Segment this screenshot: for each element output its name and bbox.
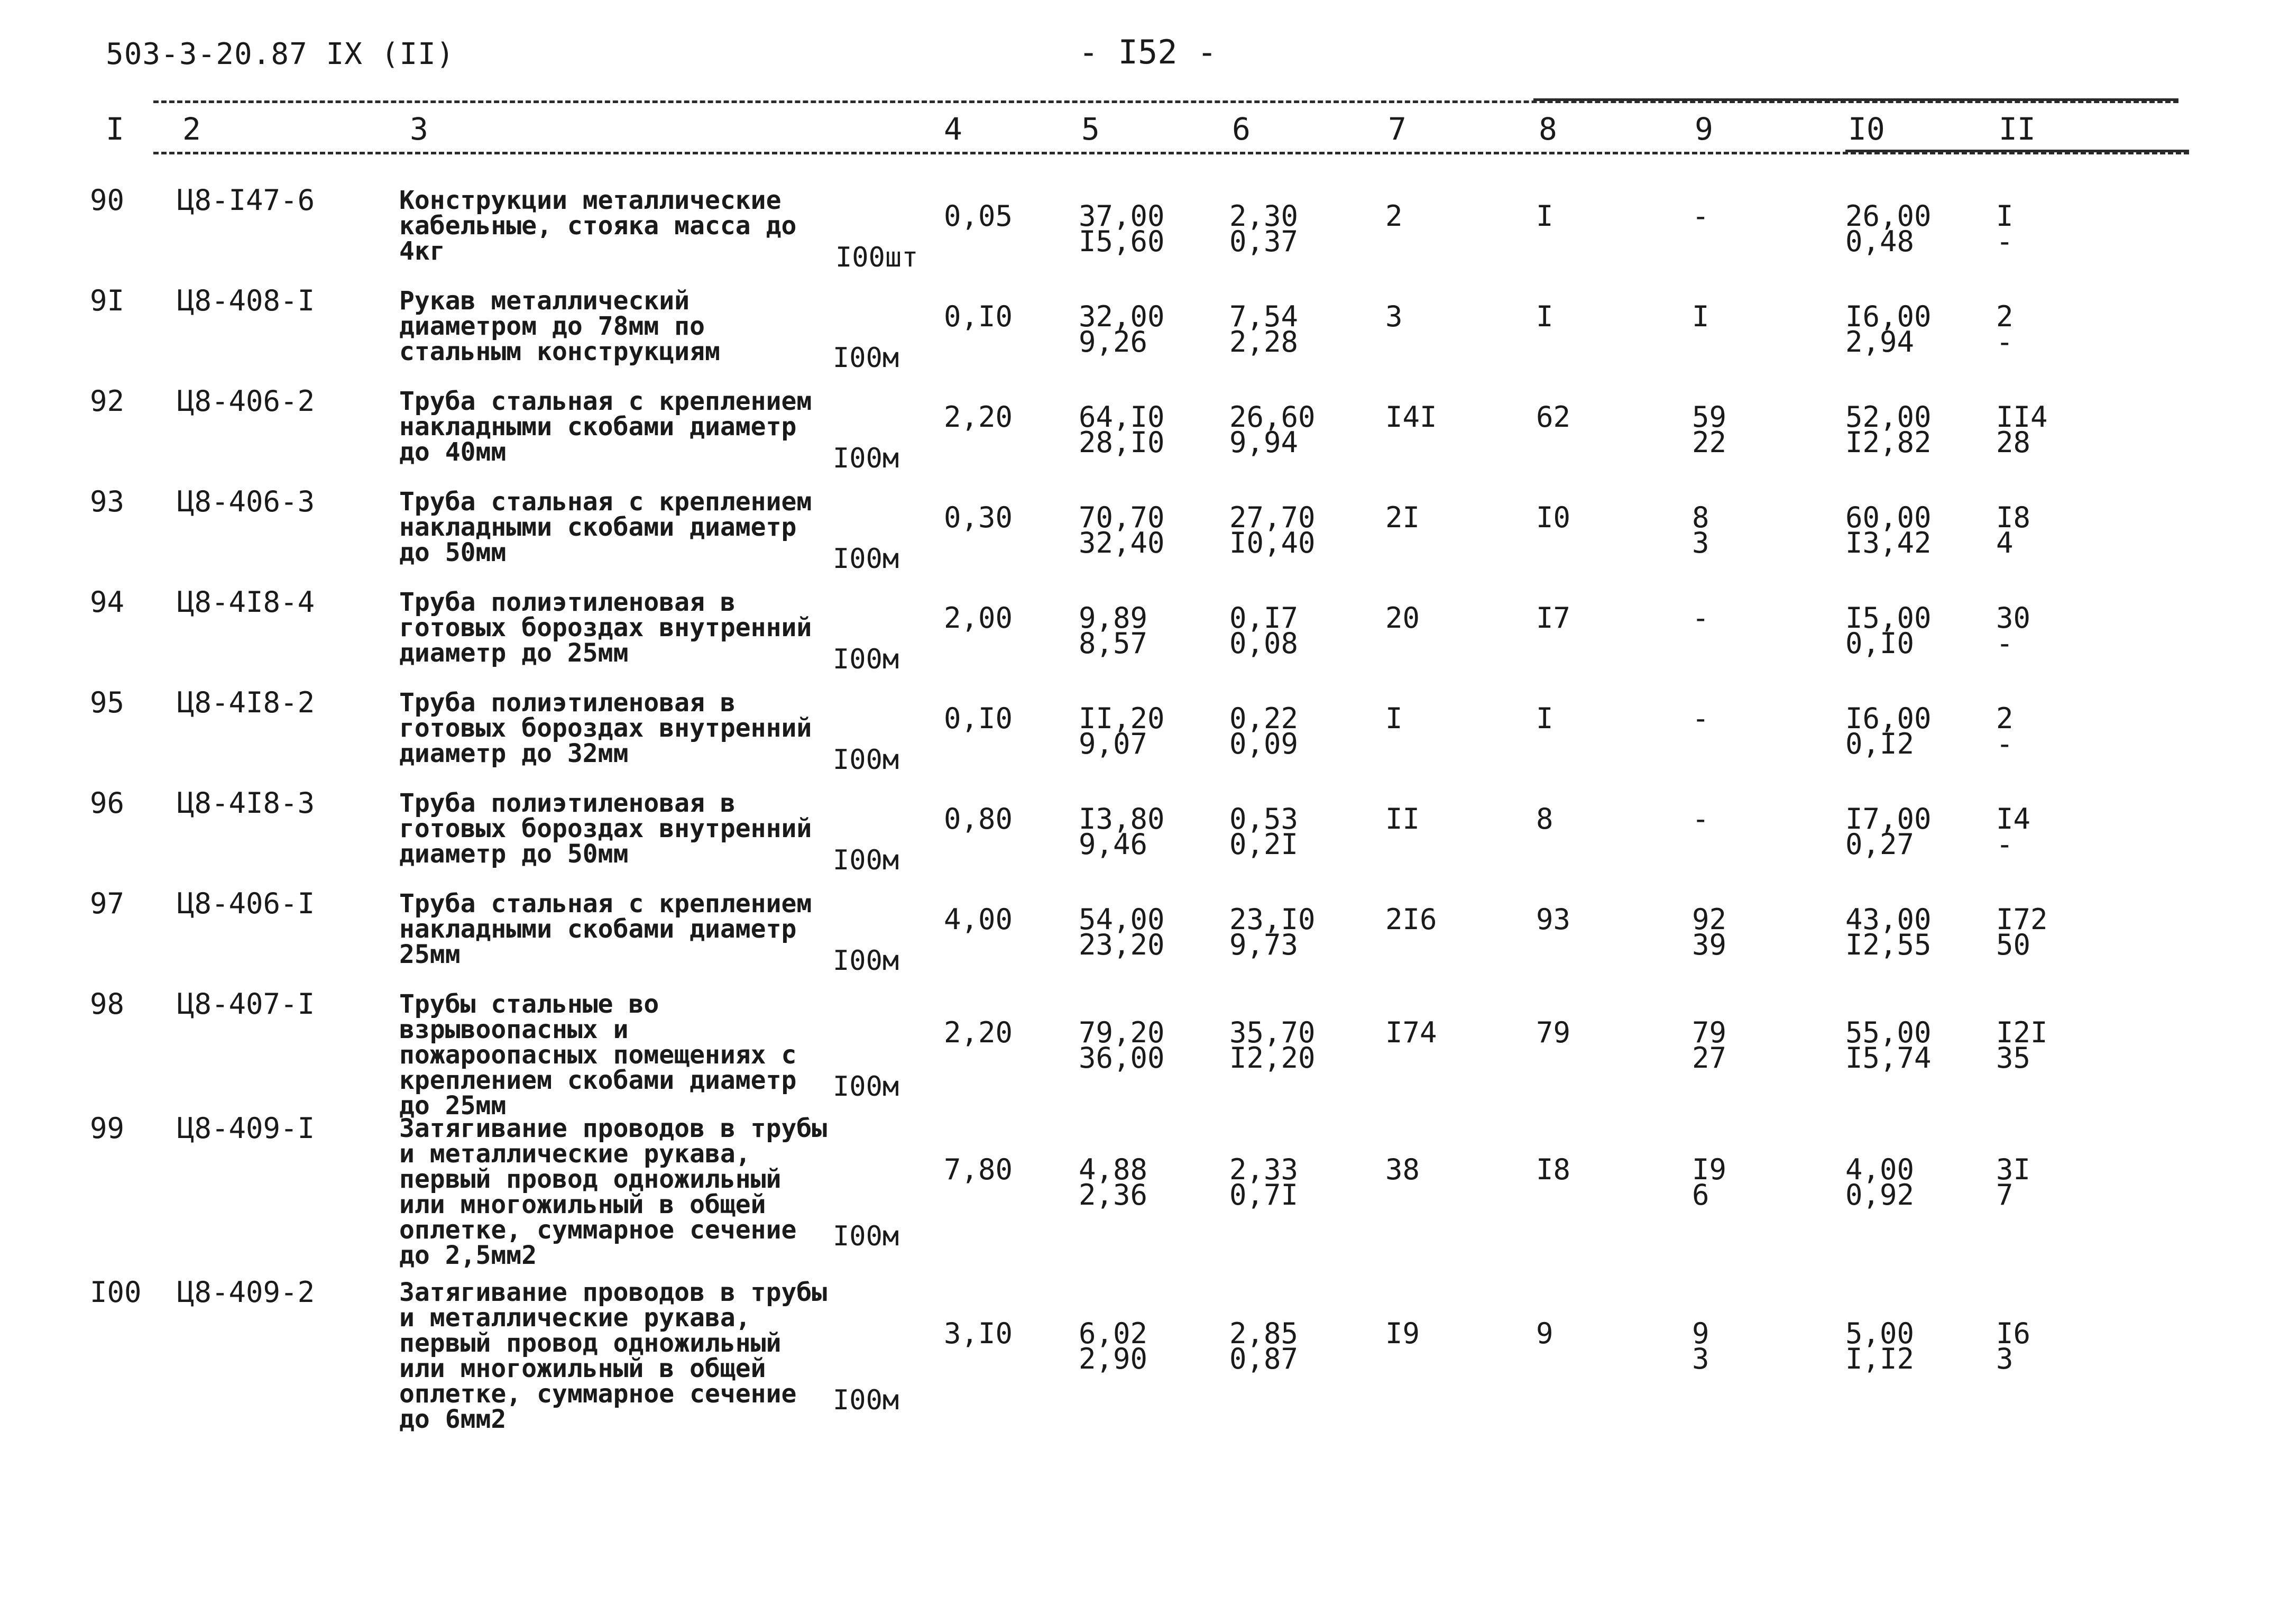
total-labor-value: I4 — [1996, 802, 2031, 836]
total-labor-subvalue: 28 — [1996, 426, 2031, 459]
machine-cost-stack — [1692, 1153, 1727, 1212]
machine-cost-value: 59 — [1692, 400, 1727, 434]
machine-cost-stack — [1692, 400, 1727, 459]
unit-cost-value: 70,70 — [1079, 501, 1165, 534]
machine-cost-value: - — [1692, 601, 1709, 635]
total-labor-value: I2I — [1996, 1016, 2048, 1049]
total-labor-value: II4 — [1996, 400, 2048, 434]
labor-cost-subvalue: I2,82 — [1845, 426, 1932, 459]
quantity: 3,I0 — [944, 1317, 1013, 1350]
total-labor-stack — [1996, 501, 2031, 559]
unit-cost-subvalue: I5,60 — [1079, 225, 1165, 258]
base-wage: 8 — [1536, 802, 1553, 836]
wage-cost-stack — [1229, 501, 1316, 559]
machine-cost-value: - — [1692, 802, 1709, 836]
unit-cost-subvalue: 9,46 — [1079, 828, 1148, 861]
unit-cost-subvalue: 32,40 — [1079, 526, 1165, 559]
wage-cost-stack — [1229, 400, 1316, 459]
labor-cost-value: 43,00 — [1845, 903, 1932, 936]
wage-cost-subvalue: 0,08 — [1229, 627, 1299, 660]
total-cost: I74 — [1385, 1016, 1437, 1049]
unit-cost-subvalue: 2,36 — [1079, 1178, 1148, 1212]
row-number: 90 — [90, 183, 125, 217]
quantity: 2,20 — [944, 400, 1013, 434]
wage-cost-value: 0,53 — [1229, 802, 1299, 836]
total-labor-stack — [1996, 802, 2031, 861]
work-description: Труба полиэтиленовая в готовых бороздах внутренний диаметр до 50мм — [399, 788, 812, 869]
unit-cost-subvalue: 36,00 — [1079, 1041, 1165, 1075]
total-cost: 2I — [1385, 501, 1420, 534]
header-rule-bottom-right — [1845, 150, 2189, 152]
work-description: Труба полиэтиленовая в готовых бороздах внутренний диаметр до 32мм — [399, 688, 812, 768]
wage-cost-subvalue: I0,40 — [1229, 526, 1316, 559]
price-code: Ц8-408-I — [177, 284, 315, 317]
labor-cost-subvalue: I2,55 — [1845, 928, 1932, 961]
column-number-3: 3 — [410, 111, 428, 147]
work-description: Труба стальная с креплением накладными скобами диаметр до 50мм — [399, 487, 812, 567]
quantity: 4,00 — [944, 903, 1013, 936]
total-cost: II — [1385, 802, 1420, 836]
machine-cost-value: I9 — [1692, 1153, 1727, 1186]
labor-cost-stack — [1845, 702, 1932, 760]
document-code: 503-3-20.87 IX (II) — [106, 37, 455, 71]
price-code: Ц8-4I8-3 — [177, 786, 315, 820]
price-code: Ц8-4I8-4 — [177, 585, 315, 619]
machine-cost-stack — [1692, 1016, 1727, 1075]
total-labor-subvalue: - — [1996, 325, 2014, 359]
base-wage: I — [1536, 199, 1553, 233]
price-code: Ц8-406-2 — [177, 384, 315, 418]
work-description: Труба стальная с креплением накладными скобами диаметр 25мм — [399, 889, 812, 969]
unit-cost-stack — [1079, 802, 1165, 861]
labor-cost-value: 4,00 — [1845, 1153, 1915, 1186]
unit-cost-subvalue: 2,90 — [1079, 1342, 1148, 1375]
labor-cost-value: 60,00 — [1845, 501, 1932, 534]
wage-cost-stack — [1229, 903, 1316, 961]
total-labor-stack — [1996, 300, 2014, 359]
labor-cost-value: I7,00 — [1845, 802, 1932, 836]
quantity: 0,05 — [944, 199, 1013, 233]
quantity: 0,I0 — [944, 300, 1013, 333]
base-wage: 9 — [1536, 1317, 1553, 1350]
unit-cost-stack — [1079, 601, 1148, 660]
wage-cost-stack — [1229, 802, 1299, 861]
column-number-1: I — [106, 111, 124, 147]
unit-cost-value: I3,80 — [1079, 802, 1165, 836]
work-description: Рукав металлический диаметром до 78мм по стальным конструкциям — [399, 286, 720, 366]
machine-cost-subvalue: 3 — [1692, 1342, 1709, 1375]
machine-cost-subvalue: 22 — [1692, 426, 1727, 459]
price-code: Ц8-406-3 — [177, 485, 315, 518]
unit-cost-stack — [1079, 400, 1165, 459]
labor-cost-value: I6,00 — [1845, 702, 1932, 735]
row-number: 93 — [90, 485, 125, 518]
wage-cost-value: 2,30 — [1229, 199, 1299, 233]
wage-cost-stack — [1229, 1153, 1299, 1212]
labor-cost-stack — [1845, 903, 1932, 961]
unit-cost-value: 4,88 — [1079, 1153, 1148, 1186]
row-number: 94 — [90, 585, 125, 619]
unit-cost-subvalue: 8,57 — [1079, 627, 1148, 660]
labor-cost-stack — [1845, 802, 1932, 861]
machine-cost-subvalue: 6 — [1692, 1178, 1709, 1212]
total-cost: 38 — [1385, 1153, 1420, 1186]
machine-cost-value: 8 — [1692, 501, 1709, 534]
unit-cost-subvalue: 9,26 — [1079, 325, 1148, 359]
total-cost: I — [1385, 702, 1403, 735]
unit-cost-value: II,20 — [1079, 702, 1165, 735]
unit-of-measure: I00м — [833, 543, 899, 575]
work-description: Труба полиэтиленовая в готовых бороздах внутренний диаметр до 25мм — [399, 588, 812, 668]
machine-cost-stack — [1692, 199, 1709, 233]
unit-cost-value: 79,20 — [1079, 1016, 1165, 1049]
total-labor-subvalue: - — [1996, 225, 2014, 258]
total-labor-subvalue: 4 — [1996, 526, 2014, 559]
total-labor-value: I8 — [1996, 501, 2031, 534]
total-labor-subvalue: - — [1996, 828, 2014, 861]
total-labor-subvalue: 35 — [1996, 1041, 2031, 1075]
total-labor-subvalue: 7 — [1996, 1178, 2014, 1212]
wage-cost-value: 27,70 — [1229, 501, 1316, 534]
unit-cost-value: 6,02 — [1079, 1317, 1148, 1350]
row-number: 96 — [90, 786, 125, 820]
total-labor-value: I72 — [1996, 903, 2048, 936]
wage-cost-subvalue: I2,20 — [1229, 1041, 1316, 1075]
quantity: 2,00 — [944, 601, 1013, 635]
machine-cost-stack — [1692, 702, 1709, 735]
wage-cost-value: 26,60 — [1229, 400, 1316, 434]
labor-cost-stack — [1845, 400, 1932, 459]
base-wage: I — [1536, 300, 1553, 333]
total-labor-subvalue: - — [1996, 727, 2014, 760]
total-labor-value: I6 — [1996, 1317, 2031, 1350]
total-labor-subvalue: 3 — [1996, 1342, 2014, 1375]
total-labor-stack — [1996, 1016, 2048, 1075]
total-labor-value: 2 — [1996, 702, 2014, 735]
labor-cost-subvalue: 2,94 — [1845, 325, 1915, 359]
page-number: - I52 - — [1079, 33, 1217, 71]
machine-cost-stack — [1692, 802, 1709, 836]
labor-cost-subvalue: I5,74 — [1845, 1041, 1932, 1075]
wage-cost-value: 35,70 — [1229, 1016, 1316, 1049]
wage-cost-subvalue: 0,7I — [1229, 1178, 1299, 1212]
unit-cost-value: 37,00 — [1079, 199, 1165, 233]
wage-cost-subvalue: 2,28 — [1229, 325, 1299, 359]
machine-cost-value: 79 — [1692, 1016, 1727, 1049]
wage-cost-subvalue: 0,87 — [1229, 1342, 1299, 1375]
unit-of-measure: I00м — [833, 1221, 899, 1252]
work-description: Трубы стальные во взрывоопасных и пожароопасных помещениях с креплением скобами диаметр до 25мм — [399, 989, 797, 1121]
unit-cost-stack — [1079, 1016, 1165, 1075]
labor-cost-stack — [1845, 1317, 1915, 1375]
column-number-8: 8 — [1539, 111, 1557, 147]
total-labor-value: 2 — [1996, 300, 2014, 333]
total-labor-stack — [1996, 903, 2048, 961]
wage-cost-stack — [1229, 702, 1299, 760]
quantity: 0,80 — [944, 802, 1013, 836]
machine-cost-stack — [1692, 300, 1709, 333]
price-code: Ц8-4I8-2 — [177, 686, 315, 719]
wage-cost-stack — [1229, 199, 1299, 258]
total-labor-subvalue: - — [1996, 627, 2014, 660]
unit-cost-stack — [1079, 702, 1165, 760]
price-code: Ц8-409-2 — [177, 1276, 315, 1309]
price-code: Ц8-409-I — [177, 1112, 315, 1145]
machine-cost-subvalue: 3 — [1692, 526, 1709, 559]
labor-cost-value: 55,00 — [1845, 1016, 1932, 1049]
machine-cost-stack — [1692, 501, 1709, 559]
wage-cost-subvalue: 0,09 — [1229, 727, 1299, 760]
wage-cost-value: 0,22 — [1229, 702, 1299, 735]
wage-cost-subvalue: 9,73 — [1229, 928, 1299, 961]
unit-cost-subvalue: 28,I0 — [1079, 426, 1165, 459]
machine-cost-stack — [1692, 903, 1727, 961]
labor-cost-value: I5,00 — [1845, 601, 1932, 635]
wage-cost-value: 2,33 — [1229, 1153, 1299, 1186]
labor-cost-stack — [1845, 1016, 1932, 1075]
wage-cost-value: 7,54 — [1229, 300, 1299, 333]
machine-cost-value: 9 — [1692, 1317, 1709, 1350]
wage-cost-subvalue: 0,2I — [1229, 828, 1299, 861]
row-number: 99 — [90, 1112, 125, 1145]
total-cost: 2I6 — [1385, 903, 1437, 936]
column-number-5: 5 — [1081, 111, 1100, 147]
quantity: 0,I0 — [944, 702, 1013, 735]
column-number-4: 4 — [944, 111, 962, 147]
unit-of-measure: I00м — [833, 1071, 899, 1103]
unit-cost-value: 54,00 — [1079, 903, 1165, 936]
row-number: 92 — [90, 384, 125, 418]
labor-cost-subvalue: 0,92 — [1845, 1178, 1915, 1212]
wage-cost-value: 23,I0 — [1229, 903, 1316, 936]
machine-cost-subvalue: 39 — [1692, 928, 1727, 961]
column-number-11: II — [1999, 111, 2036, 147]
unit-cost-stack — [1079, 199, 1165, 258]
price-code: Ц8-407-I — [177, 987, 315, 1021]
labor-cost-value: I6,00 — [1845, 300, 1932, 333]
row-number: 95 — [90, 686, 125, 719]
unit-cost-subvalue: 9,07 — [1079, 727, 1148, 760]
total-labor-stack — [1996, 1153, 2031, 1212]
unit-of-measure: I00м — [833, 845, 899, 876]
base-wage: 93 — [1536, 903, 1571, 936]
unit-of-measure: I00м — [833, 744, 899, 776]
total-labor-subvalue: 50 — [1996, 928, 2031, 961]
unit-cost-stack — [1079, 1153, 1148, 1212]
base-wage: I — [1536, 702, 1553, 735]
quantity: 2,20 — [944, 1016, 1013, 1049]
quantity: 0,30 — [944, 501, 1013, 534]
labor-cost-value: 26,00 — [1845, 199, 1932, 233]
machine-cost-subvalue: 27 — [1692, 1041, 1727, 1075]
total-labor-value: I — [1996, 199, 2014, 233]
labor-cost-stack — [1845, 501, 1932, 559]
header-rule-top-right — [1533, 98, 2178, 101]
unit-cost-value: 32,00 — [1079, 300, 1165, 333]
column-number-7: 7 — [1388, 111, 1406, 147]
work-description: Труба стальная с креплением накладными скобами диаметр до 40мм — [399, 387, 812, 467]
total-labor-stack — [1996, 601, 2031, 660]
total-cost: 20 — [1385, 601, 1420, 635]
unit-of-measure: I00м — [833, 1384, 899, 1416]
total-labor-stack — [1996, 1317, 2031, 1375]
unit-cost-stack — [1079, 903, 1165, 961]
labor-cost-stack — [1845, 601, 1932, 660]
machine-cost-value: 92 — [1692, 903, 1727, 936]
total-cost: 3 — [1385, 300, 1403, 333]
unit-cost-stack — [1079, 501, 1165, 559]
wage-cost-stack — [1229, 1016, 1316, 1075]
wage-cost-subvalue: 0,37 — [1229, 225, 1299, 258]
wage-cost-stack — [1229, 601, 1299, 660]
base-wage: I7 — [1536, 601, 1571, 635]
work-description: Затягивание проводов в трубы и металлические рукава, первый провод одножильный или многожильный в общей оплетке, суммарное сечение до 2,5мм2 — [399, 1114, 828, 1270]
labor-cost-subvalue: I,I2 — [1845, 1342, 1915, 1375]
labor-cost-value: 5,00 — [1845, 1317, 1915, 1350]
wage-cost-value: 0,I7 — [1229, 601, 1299, 635]
row-number: 98 — [90, 987, 125, 1021]
total-cost: 2 — [1385, 199, 1403, 233]
machine-cost-stack — [1692, 1317, 1709, 1375]
labor-cost-subvalue: 0,27 — [1845, 828, 1915, 861]
wage-cost-stack — [1229, 1317, 1299, 1375]
unit-cost-stack — [1079, 300, 1165, 359]
machine-cost-value: I — [1692, 300, 1709, 333]
unit-of-measure: I00м — [833, 443, 899, 474]
unit-cost-value: 64,I0 — [1079, 400, 1165, 434]
labor-cost-stack — [1845, 1153, 1915, 1212]
row-number: 9I — [90, 284, 125, 317]
wage-cost-value: 2,85 — [1229, 1317, 1299, 1350]
column-number-6: 6 — [1232, 111, 1251, 147]
price-code: Ц8-I47-6 — [177, 183, 315, 217]
total-cost: I9 — [1385, 1317, 1420, 1350]
unit-of-measure: I00м — [833, 342, 899, 374]
base-wage: 62 — [1536, 400, 1571, 434]
wage-cost-stack — [1229, 300, 1299, 359]
machine-cost-value: - — [1692, 702, 1709, 735]
labor-cost-value: 52,00 — [1845, 400, 1932, 434]
total-labor-value: 3I — [1996, 1153, 2031, 1186]
total-labor-stack — [1996, 702, 2014, 760]
price-code: Ц8-406-I — [177, 887, 315, 920]
column-number-2: 2 — [182, 111, 201, 147]
unit-cost-subvalue: 23,20 — [1079, 928, 1165, 961]
total-cost: I4I — [1385, 400, 1437, 434]
wage-cost-subvalue: 9,94 — [1229, 426, 1299, 459]
total-labor-stack — [1996, 400, 2048, 459]
base-wage: I0 — [1536, 501, 1571, 534]
machine-cost-value: - — [1692, 199, 1709, 233]
labor-cost-subvalue: 0,48 — [1845, 225, 1915, 258]
work-description: Конструкции металлические кабельные, стояка масса до 4кг — [399, 186, 797, 266]
base-wage: I8 — [1536, 1153, 1571, 1186]
column-number-10: I0 — [1848, 111, 1885, 147]
total-labor-stack — [1996, 199, 2014, 258]
unit-cost-value: 9,89 — [1079, 601, 1148, 635]
total-labor-value: 30 — [1996, 601, 2031, 635]
base-wage: 79 — [1536, 1016, 1571, 1049]
labor-cost-stack — [1845, 300, 1932, 359]
column-number-9: 9 — [1695, 111, 1713, 147]
work-description: Затягивание проводов в трубы и металлические рукава, первый провод одножильный или многожильный в общей оплетке, суммарное сечение до 6мм2 — [399, 1278, 828, 1434]
unit-of-measure: I00м — [833, 945, 899, 977]
row-number: I00 — [90, 1276, 142, 1309]
unit-of-measure: I00м — [833, 644, 899, 675]
labor-cost-subvalue: 0,I2 — [1845, 727, 1915, 760]
labor-cost-subvalue: 0,I0 — [1845, 627, 1915, 660]
row-number: 97 — [90, 887, 125, 920]
labor-cost-subvalue: I3,42 — [1845, 526, 1932, 559]
quantity: 7,80 — [944, 1153, 1013, 1186]
machine-cost-stack — [1692, 601, 1709, 635]
unit-cost-stack — [1079, 1317, 1148, 1375]
unit-of-measure: I00шт — [835, 242, 918, 273]
labor-cost-stack — [1845, 199, 1932, 258]
